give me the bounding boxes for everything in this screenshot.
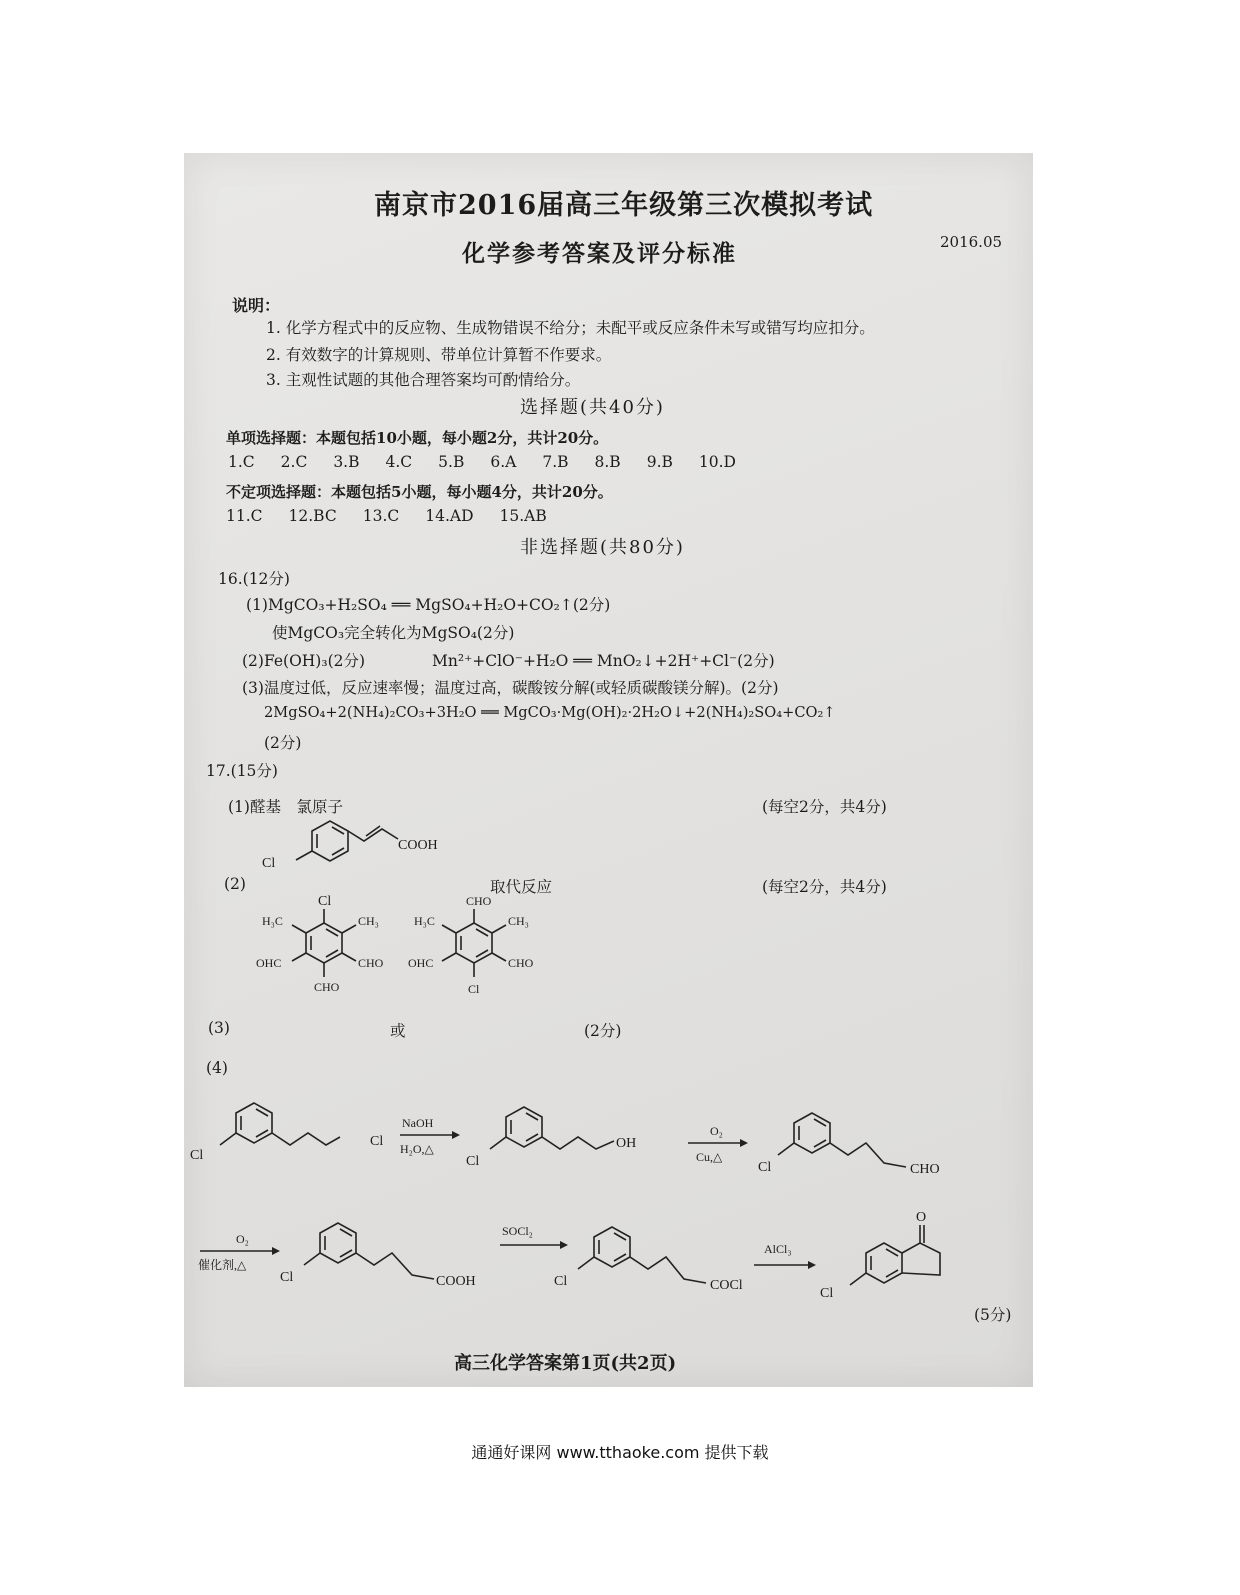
label-cooh: COOH (398, 838, 438, 853)
label-cho: CHO (508, 956, 534, 970)
q16-line-5: 2MgSO₄+2(NH₄)₂CO₃+3H₂O ══ MgCO₃·Mg(OH)₂·2H₂O↓+2(NH₄)₂SO₄+CO₂↑ (264, 704, 836, 721)
label-cl: Cl (758, 1160, 772, 1175)
label-ohc: OHC (256, 956, 282, 970)
ring-benzene-q3a (306, 923, 342, 963)
reagent-catalyst: 催化剂,△ (198, 1258, 247, 1272)
q17-part-4-label: (4) (206, 1059, 228, 1077)
q17-part-1: (1)醛基 氯原子 (228, 798, 343, 816)
ring-benzene-s4 (320, 1223, 356, 1263)
label-h3c: H₃C (262, 914, 283, 928)
label-ch3: CH₃ (508, 914, 529, 928)
label-cl: Cl (466, 1154, 480, 1169)
reagent-o2: O₂ (710, 1124, 723, 1138)
q16-line-4: (3)温度过低，反应速率慢；温度过高，碳酸铵分解(或轻质碳酸镁分解)。(2分) (242, 679, 779, 697)
label-cooh: COOH (436, 1274, 476, 1289)
label-cocl: COCl (710, 1278, 743, 1293)
nonchoice-section-heading: 非选择题(共80分) (520, 537, 685, 558)
ring-benzene-q2 (312, 821, 348, 861)
exam-date: 2016.05 (940, 233, 1003, 251)
scanned-answer-sheet (184, 153, 1033, 1387)
note-3: 3. 主观性试题的其他合理答案均可酌情给分。 (266, 371, 581, 389)
label-cl: Cl (468, 982, 480, 996)
answer-item: 7.B (542, 453, 569, 471)
reagent-naoh: NaOH (402, 1116, 434, 1130)
exam-title: 南京市2016届高三年级第三次模拟考试 (374, 190, 874, 221)
answer-item: 8.B (594, 453, 621, 471)
answer-item: 4.C (385, 453, 413, 471)
bond (296, 851, 312, 860)
answer-item: 10.D (698, 453, 736, 471)
q17-part-3-score: (2分) (584, 1022, 622, 1040)
q17-heading: 17.(15分) (206, 762, 278, 780)
q17-part-4-score: (5分) (974, 1306, 1012, 1324)
q17-part-3-label: (3) (208, 1019, 230, 1037)
answer-item: 12.BC (288, 507, 337, 525)
label-oh: OH (616, 1136, 637, 1151)
single-choice-heading: 单项选择题：本题包括10小题，每小题2分，共计20分。 (226, 429, 609, 447)
reagent-cu: Cu,△ (696, 1150, 723, 1164)
label-ch3: CH₃ (358, 914, 379, 928)
q17-part-3-or: 或 (390, 1022, 406, 1040)
label-cl: Cl (190, 1148, 204, 1163)
label-ohc: OHC (408, 956, 434, 970)
answer-item: 14.AD (425, 507, 474, 525)
answer-item: 3.B (333, 453, 360, 471)
reagent-alcl3: AlCl₃ (764, 1242, 792, 1256)
q16-line-6: (2分) (264, 734, 302, 752)
answer-item: 6.A (490, 453, 517, 471)
note-1: 1. 化学方程式中的反应物、生成物错误不给分；未配平或反应条件未写或错写均应扣分。 (266, 319, 875, 337)
multi-choice-heading: 不定项选择题：本题包括5小题，每小题4分，共计20分。 (226, 483, 613, 501)
label-cl: Cl (262, 856, 276, 871)
q17-part-2-reaction: 取代反应 (490, 878, 553, 896)
label-cl: Cl (554, 1274, 568, 1289)
answer-item: 11.C (226, 507, 263, 525)
ring-benzene-s3 (794, 1113, 830, 1153)
structural-formulas (184, 153, 1033, 1387)
ring-indanone (866, 1243, 902, 1283)
q17-part-2-label: (2) (224, 875, 246, 893)
reagent-o2: O₂ (236, 1232, 249, 1246)
exam-subtitle: 化学参考答案及评分标准 (462, 240, 737, 267)
reagent-h2o: H₂O,△ (400, 1142, 434, 1156)
answer-item: 1.C (228, 453, 255, 471)
ring-benzene-s2 (506, 1107, 542, 1147)
label-o: O (916, 1210, 927, 1225)
label-cl: Cl (280, 1270, 294, 1285)
q17-part-1-score: (每空2分，共4分) (762, 798, 887, 816)
q16-heading: 16.(12分) (218, 570, 290, 588)
q16-line-1: (1)MgCO₃+H₂SO₄ ══ MgSO₄+H₂O+CO₂↑(2分) (246, 596, 611, 614)
label-h3c: H₃C (414, 914, 435, 928)
source-footer: 通通好课网 www.tthaoke.com 提供下载 (471, 1443, 769, 1462)
page-number-footer: 高三化学答案第1页(共2页) (454, 1353, 677, 1374)
note-2: 2. 有效数字的计算规则、带单位计算暂不作要求。 (266, 346, 612, 364)
answer-item: 15.AB (499, 507, 547, 525)
q17-part-2-score: (每空2分，共4分) (762, 878, 887, 896)
label-cl: Cl (370, 1134, 384, 1149)
q16-line-2: 使MgCO₃完全转化为MgSO₄(2分) (272, 624, 515, 642)
label-cho: CHO (466, 894, 492, 908)
answer-item: 13.C (362, 507, 400, 525)
choice-section-heading: 选择题(共40分) (520, 397, 665, 418)
label-cl: Cl (318, 894, 332, 909)
label-cho: CHO (314, 980, 340, 994)
answer-item: 9.B (646, 453, 673, 471)
ring-benzene-s1 (236, 1103, 272, 1143)
q16-line-3b: Mn²⁺+ClO⁻+H₂O ══ MnO₂↓+2H⁺+Cl⁻(2分) (432, 652, 775, 670)
q16-line-3a: (2)Fe(OH)₃(2分) (242, 652, 366, 670)
label-cho: CHO (358, 956, 384, 970)
ring-benzene-s5 (594, 1227, 630, 1267)
reagent-socl2: SOCl₂ (502, 1224, 533, 1238)
answer-item: 5.B (438, 453, 465, 471)
label-cho: CHO (910, 1162, 940, 1177)
notes-label: 说明： (232, 296, 281, 315)
ring-benzene-q3b (456, 923, 492, 963)
label-cl: Cl (820, 1286, 834, 1301)
answer-item: 2.C (280, 453, 308, 471)
